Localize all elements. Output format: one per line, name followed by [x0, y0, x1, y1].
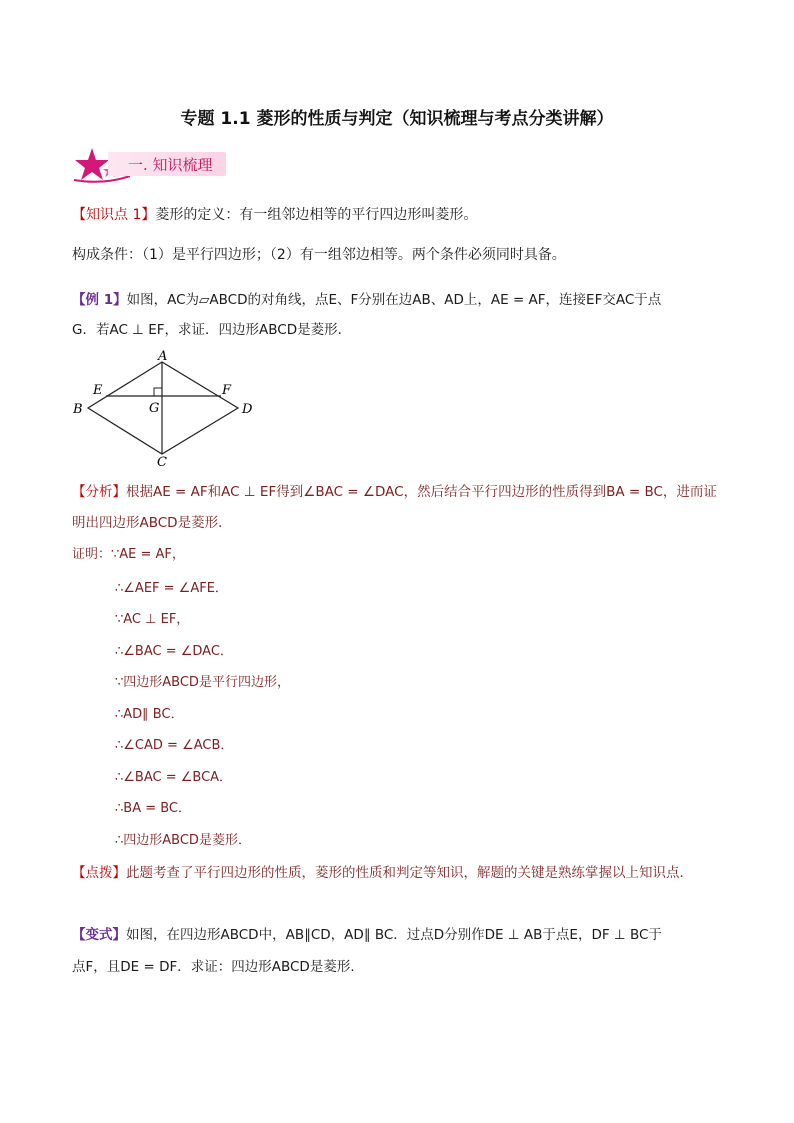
rhombus-outline	[88, 362, 238, 454]
conditions-text: 构成条件：（1）是平行四边形；（2）有一组邻边相等。两个条件必须同时具备。	[72, 247, 566, 263]
right-angle-mark	[154, 388, 162, 396]
proof-step: ∴∠CAD = ∠ACB．	[115, 738, 234, 753]
example-1-line-2: G．若AC ⊥ EF，求证．四边形ABCD是菱形．	[72, 322, 352, 338]
kp1-tag: 【知识点 1】	[72, 207, 156, 223]
analysis-line-2: 明出四边形ABCD是菱形．	[72, 515, 232, 531]
label-e: E	[93, 383, 103, 398]
proof-step: ∵AC ⊥ EF，	[115, 612, 190, 627]
example-1-tag: 【例 1】	[72, 292, 127, 308]
analysis-text-1: 根据AE = AF和AC ⊥ EF得到∠BAC = ∠DAC，然后结合平行四边形的性质得到BA = BC，进而证	[126, 484, 717, 500]
label-g: G	[149, 401, 160, 416]
variant-line-2: 点F，且DE = DF．求证：四边形ABCD是菱形．	[72, 959, 364, 975]
tip-text: 此题考查了平行四边形的性质，菱形的性质和判定等知识，解题的关键是熟练掌握以上知识点．	[126, 865, 693, 881]
knowledge-point-1	[72, 205, 477, 225]
section-label: 一. 知识梳理	[128, 156, 213, 174]
rhombus-figure	[68, 348, 268, 470]
example-1-line-1	[72, 290, 661, 310]
variant-tag: 【变式】	[72, 927, 126, 943]
proof-step: ∴∠BAC = ∠BCA．	[115, 770, 233, 785]
variant-text-1: 如图，在四边形ABCD中，AB∥CD，AD∥ BC．过点D分别作DE ⊥ AB于点E，DF ⊥ BC于	[126, 927, 662, 943]
proof-step: ∴BA = BC．	[115, 801, 192, 816]
example-1-text-1: 如图，AC为▱ABCD的对角线，点E、F分别在边AB、AD上，AE = AF，连接EF交AC于点	[126, 292, 662, 308]
kp1-text: 菱形的定义：有一组邻边相等的平行四边形叫菱形。	[155, 207, 478, 223]
analysis-line-1	[72, 482, 717, 502]
label-b: B	[73, 402, 83, 417]
proof-step: ∴四边形ABCD是菱形．	[115, 833, 251, 848]
label-a: A	[158, 349, 168, 364]
proof-step: ∴∠AEF = ∠AFE．	[115, 581, 228, 596]
variant-line-1	[72, 925, 662, 945]
tip	[72, 863, 693, 883]
analysis-tag: 【分析】	[72, 484, 126, 500]
proof-step: ∵四边形ABCD是平行四边形，	[115, 675, 290, 690]
page-title: 专题 1.1 菱形的性质与判定（知识梳理与考点分类讲解）	[180, 109, 614, 129]
label-d: D	[242, 402, 253, 417]
section-banner	[70, 146, 230, 186]
proof-step: ∴AD∥ BC．	[115, 707, 184, 722]
label-f: F	[222, 383, 232, 398]
label-c: C	[157, 455, 167, 470]
proof-intro: 证明：∵AE = AF，	[72, 547, 185, 562]
tip-tag: 【点拨】	[72, 865, 126, 881]
proof-step: ∴∠BAC = ∠DAC．	[115, 644, 233, 659]
